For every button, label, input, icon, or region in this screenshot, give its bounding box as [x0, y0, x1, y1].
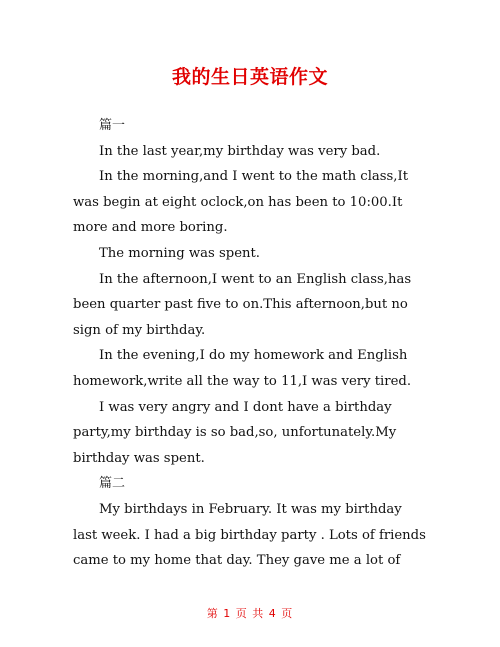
- section-heading-1: 篇一: [99, 118, 126, 133]
- paragraph: In the morning,and I went to the math class,It was begin at eight oclock,on has been to 10:00.It more and more boring.: [73, 169, 409, 236]
- section-heading-2: 篇二: [99, 476, 126, 492]
- paragraph: In the afternoon,I went to an English class,has been quarter past five to on.This afternoon,but no sign of my birthday.: [73, 271, 412, 338]
- paragraph: In the last year,my birthday was very bad.: [99, 143, 381, 159]
- paragraph: My birthdays in February. It was my birthday last week. I had a big birthday party . Lots of friends came to my home that day. They gave me a lot of: [73, 501, 426, 569]
- paragraph: The morning was spent.: [99, 245, 260, 261]
- paragraph: In the evening,I do my homework and English homework,write all the way to 11,I was very tired.: [73, 348, 412, 389]
- document-content: [73, 113, 429, 574]
- paragraph: I was very angry and I dont have a birthday party,my birthday is so bad,so, unfortunately.My birthday was spent.: [73, 399, 397, 466]
- document-title: 我的生日英语作文: [171, 66, 328, 88]
- page-footer: 第 1 页 共 4 页: [206, 607, 294, 620]
